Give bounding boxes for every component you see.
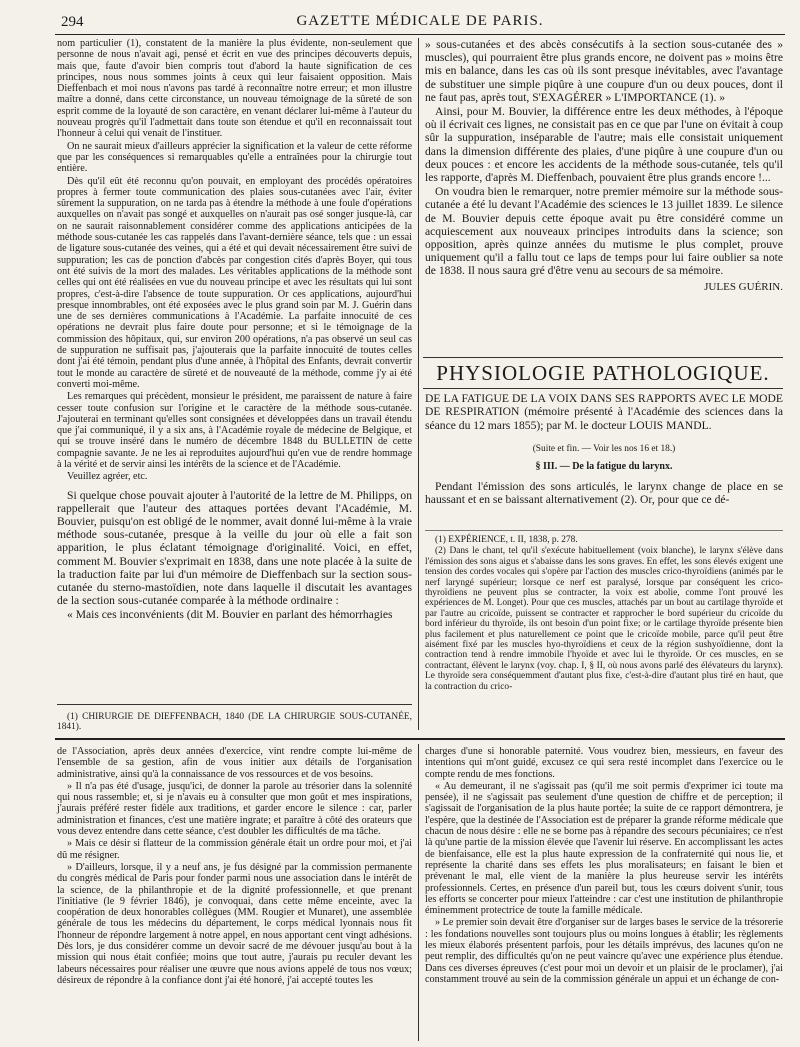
paragraph: « Au demeurant, il ne s'agissait pas (qu'il me soit permis d'exprimer ici toute ma pensée), il ne s'agissait pas seulement d'une question de chiffre et de perception; il s'agissait de l'organisation de la plus haute portée; la suite de ce rapport démontrera, je l'espère, que la destinée de l'Association est de préparer la grande réforme médicale que chacun de nous désire : elle ne se borne pas à répandre des secours pécuniaires; ce n'est là qu'une partie de la mission élevée que l'avenir lui réserve. En accomplissant les actes de bienfaisance, elle est la plus haute expression de la confraternité qui nous lie, et représente la charité dans ses effets les plus moralisateurs; en faisant le bien et prévenant le mal, elle vient de la manière la plus heureuse servir les intérêts professionnels. Certes, en présence d'un pareil but, tous les cœurs doivent s'unir, tous les efforts se concerter pour mieux l'atteindre : car c'est une institution de philanthropie éminemment protectrice de toute la famille médicale. [425,780,783,917]
section-divider [55,738,785,740]
article-body [425,480,783,524]
article-section-heading: § III. — De la fatigue du larynx. [535,461,673,472]
section-title: PHYSIOLOGIE PATHOLOGIQUE. [423,357,783,389]
article-footnotes [425,535,783,730]
journal-title: GAZETTE MÉDICALE DE PARIS. [296,13,544,29]
paragraph: « Mais ces inconvénients (dit M. Bouvier en parlant des hémorrhagies [67,608,393,622]
page-number: 294 [61,14,84,30]
bottom-right-column [425,746,783,1041]
footnote-divider [57,704,412,705]
paragraph: charges d'une si honorable paternité. Vous voudrez bien, messieurs, en faveur des intentions qui m'ont guidé, excusez ce qui sera resté incomplet dans l'exercice ou le compte rendu de mes fonctions. [425,746,783,780]
paragraph: Ainsi, pour M. Bouvier, la différence entre les deux méthodes, à l'époque où il écrivait ces lignes, ne consistait pas en ce que par l'une on évitait à coup sûr la suppuration, inséparable de l'autre; mais elle consistait uniquement dans la dimension différente des plaies, d'une piqûre à une coupure d'un ou deux pouces : et encore les accidents de la méthode sous-cutanée, tels qu'il les rapporte, d'après M. Dieffenbach, pouvaient être plus grands encore !... [425,105,783,185]
editor-note [57,489,412,622]
paragraph: On ne saurait mieux d'ailleurs apprécier la signification et la valeur de cette réforme que par les conséquences si remarquables qu'elle a entraînées pour la chirurgie tout entière. [57,140,412,175]
paragraph: » Le premier soin devait être d'organiser sur de larges bases le service de la trésorerie : les fondations nouvelles sont toujours plus ou moins longues à établir; les règlements les mieux élaborés présentent parfois, pour les détails imprévus, des lacunes qu'on ne peut remplir, des difficultés qu'on ne peut vaincre qu'avec une expérience plus étendue. Dans ces diverses épreuves (c'est pour moi un devoir et un plaisir de le proclamer), j'ai constamment trouvé au sein de la commission générale un appui et un échange de con- [425,917,783,985]
footnote: (1) CHIRURGIE DE DIEFFENBACH, 1840 (DE LA CHIRURGIE SOUS-CUTANÉE, 1841). [57,712,412,733]
top-right-column [425,38,783,340]
signature: JULES GUÉRIN. [704,280,783,293]
bottom-left-column [57,746,412,1041]
closing-line: Veuillez agréer, etc. [67,471,148,483]
paragraph: » Il n'a pas été d'usage, jusqu'ici, de donner la parole au trésorier dans la solennité qui nous rassemble; et, si je n'avais eu à consulter que mon goût et mes inspirations, j'aurais préféré rester fidèle aux traditions, et garder encore le silence : car, parler administration et finances, c'est une matière ingrate; et paraître à côté des orateurs que vous devez entendre dans cette séance, c'est doubler les difficultés de ma tâche. [57,780,412,838]
footnote: (2) Dans le chant, tel qu'il s'exécute habituellement (voix blanche), le larynx s'élève dans l'émission des sons aigus et s'abaisse dans les sons graves. En effet, les sons élevés exigent une tension des cordes vocales qui s'opère par l'action des muscles crico-thyroïdiens (animés par le nerf laryngé supérieur; lorsque ce nerf est paralysé, lorsque par conséquent les crico-thyroïdiens ne peuvent plus se contracter, la voix est abolie, comme l'ont prouvé les expériences de M. Longet). Pour que ces muscles, attachés par un bout au cartilage thyroïde et par l'autre au cricoïde, puissent se contracter et rapprocher le bord supérieur du cricoïde du bord inférieur du thyroïde, ils ont besoin d'un point fixe; or le cartilage thyroïde présente bien plus facilement et plus naturellement ce point que le cricoïde mobile, parce qu'il peut être aisément fixé par les muscles hyo-thyroïdiens et ceux de la région sushyoïdienne, dont la contraction tend à rendre immobile l'hyoïde et avec lui le thyroïde. Or ces muscles, en se contractant, élèvent le larynx (voy. chap. I, § II, où nous avons parlé des élévateurs du larynx). Le thyroïde sera conséquemment d'autant plus fixe, c'est-à-dire d'autant plus tiré en haut, que la contraction du crico- [425,546,783,692]
top-left-column [57,38,412,698]
paragraph: Pendant l'émission des sons articulés, le larynx change de place en se haussant et en se baissant alternativement (2). Or, pour que ce dé- [425,480,783,507]
article-title: DE LA FATIGUE DE LA VOIX DANS SES RAPPORTS AVEC LE MODE DE RESPIRATION (mémoire présenté à l'Académie des sciences dans la séance du 12 mars 1855); par M. le docteur LOUIS MANDL. [425,392,783,432]
paragraph: On voudra bien le remarquer, notre premier mémoire sur la méthode sous-cutanée a été lu devant l'Académie des sciences le 13 juillet 1839. Le silence de M. Bouvier depuis cette époque avait pu être considéré comme un acquiescement aux nouveaux principes introduits dans la science; son opposition, après quinze années du mutisme le plus complet, prouve uniquement qu'il a fallu tout ce laps de temps pour lui faire oublier sa note de 1838. Il nous saura gré d'être venu au secours de sa mémoire. [425,185,783,278]
paragraph: » D'ailleurs, lorsque, il y a neuf ans, je fus désigné par la commission permanente du congrès médical de Paris pour fonder parmi nous une association dans le intérêt de la science, de la philanthropie et de la dignité professionnelle, et que prenant l'initiative (le 9 février 1846), je convoquai, dans cette même enceinte, avec la coopération de deux honorables collègues (MM. Rougier et Munaret), une assemblée générale de tous les médecins du département, le corps médical lyonnais nous fit l'honneur de répondre largement à notre appel, en nous apportant cent vingt adhésions. Dès lors, je dus considérer comme un devoir sacré de me dévouer jusqu'au bout à la mission qui nous était confiée; moins que tout autre, j'aurais pu reculer devant les labeurs nécessaires pour réaliser une œuvre que nous avions appelé de tous nos vœux; désireux de répondre à la confiance dont j'ai été honoré, j'ai accepté toutes les [57,861,412,986]
quote-continuation: » sous-cutanées et des abcès consécutifs à la section sous-cutanée des » muscles), qui pourraient être plus grands encore, ne doivent pas » moins être mis en balance, dans les cas où ils sont presque inévitables, avec l'avantage de substituer une simple piqûre à une coupure d'un ou deux pouces, dont il ne faut pas, après tout, S'EXAGÉRER » L'IMPORTANCE (1). » [425,38,783,104]
paragraph: de l'Association, après deux années d'exercice, vint rendre compte lui-même de l'ensemble de sa gestion, afin de vous initier aux détails de l'organisation administrative, ainsi qu'à la connaissance de vos ressources et de vos besoins. [57,746,412,780]
paragraph: Si quelque chose pouvait ajouter à l'autorité de la lettre de M. Philipps, on rappellerait que l'auteur des attaques portées devant l'Académie, M. Bouvier, puisqu'on est obligé de le nommer, avait donné lui-même à la vraie méthode sous-cutanée, presque à la veille du jour où elle a fait son apparition, le plus éclatant témoignage d'originalité. Voici, en effet, comment M. Bouvier s'exprimait en 1838, dans une note placée à la suite de la traduction faite par lui d'un mémoire de Dieffenbach sur la section sous-cutanée du sterno-mastoïdien, note dans laquelle il discutait les avantages de la section sous-cutanée comparée à la méthode ordinaire : [57,488,412,608]
page-header [55,12,785,35]
paragraph: nom particulier (1), constatent de la manière la plus évidente, non-seulement que personne de nous n'avait agi, pensé et écrit en vue des principes découverts depuis, mais que, faute d'avoir bien compris tout d'abord la haute signification de ces principes, nous nous sommes joints à ceux qui leur faisaient opposition. Mais Dieffenbach et moi nous n'avons pas tardé à reconnaître notre erreur; et mon illustre maître a donné, dans cette circonstance, un nouveau témoignage de la sûreté de son esprit comme de la loyauté de son caractère, en venant déclarer lui-même à l'auteur du nouveau progrès qu'il l'admettait dans toute son étendue et qu'il en reconnaissait tout l'honneur à celui qui venait de l'instituer. [57,38,412,140]
top-left-footnote [57,712,412,733]
column-divider [418,744,419,1041]
footnote-divider [425,530,783,531]
paragraph: » Mais ce désir si flatteur de la commission générale était un ordre pour moi, et j'ai dû me résigner. [57,838,412,861]
article-continuation-note: (Suite et fin. — Voir les nos 16 et 18.) [532,444,676,454]
footnote: (1) EXPÉRIENCE, t. II, 1838, p. 278. [435,535,578,545]
paragraph: Dès qu'il eût été reconnu qu'on pouvait, en employant des procédés opératoires propres à fermer toute communication des plaies sous-cutanées avec l'air, éviter sûrement la suppuration, on ne tarda pas à étendre la méthode à une foule d'opérations auxquelles on n'avait pas songé et auxquelles on n'aurait pas osé songer jusque-là, car on ne saurait raisonnablement considérer comme des applications anticipées de la méthode sous-cutanée les cas rappelés dans l'avant-dernière séance, tels que : un essai de ligature sous-cutanée des veines, qui a été et qui devait nécessairement être suivi de suppuration; les cas de ponction d'abcès par congestion cités d'après Boyer, qui tous ont été suivis de la mort des malades. Les véritables applications de la méthode sont celles qui ont été réalisées en vue du nouveau principe et avec les résultats qui lui sont propres, c'est-à-dire l'absence de toute suppuration. Or ces applications, aujourd'hui presque innombrables, ont été exposées avec le plus grand soin par M. J. Guérin dans une de ses dernières communications à l'Académie. La parfaite innocuité de ces opérations ne devrait plus faire doute pour personne; et si le témoignage de la commission des hôpitaux, qui, sur environ 200 opérations, n'a pas observé un seul cas de suppuration ne suffisait pas, j'ajouterais que la parfaite innocuité de toutes celles dont j'ai été témoin, pendant plus d'une année, à l'hôpital des Enfants, devrait convertir tout le monde au caractère de sûreté et de nouveauté de la méthode, comme j'y ai été converti moi-même. [57,175,412,390]
column-divider [418,38,419,730]
paragraph: Les remarques qui précèdent, monsieur le président, me paraissent de nature à faire cesser toute confusion sur l'origine et le caractère de la méthode sous-cutanée. J'ajouterai en terminant qu'elles sont consignées et développées dans un travail étendu que j'ai communiqué, il y a six ans, à l'Académie royale de médecine de Belgique, et qui se trouve inséré dans le numéro de décembre 1848 du BULLETIN de cette compagnie savante. Je ne les ai reproduites aujourd'hui qu'en vue de rendre hommage à la vérité et de servir ainsi les intérêts de la science et de l'Académie. [57,391,412,470]
